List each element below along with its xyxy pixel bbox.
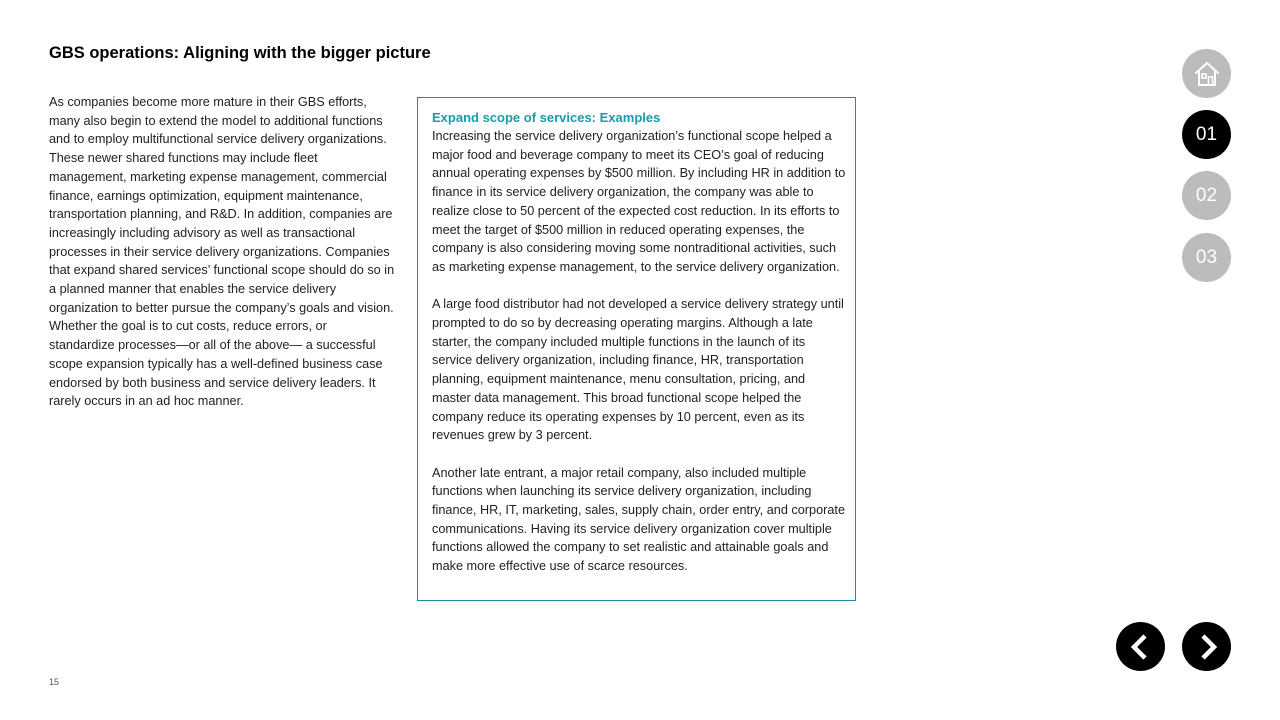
examples-box <box>417 97 856 601</box>
examples-title: Expand scope of services: Examples <box>432 110 661 125</box>
example-paragraph-2: A large food distributor had not developed a service delivery strategy until prompted to do so by decreasing operating margins. Although a late starter, the company included multiple functions in the launch of its service delivery organization, including finance, HR, transportation planning, equipment maintenance, menu consultation, pricing, and master data management. This broad functional scope helped the company reduce its operating expenses by 10 percent, even as its revenues grew by 3 percent. <box>432 297 844 443</box>
intro-paragraph: As companies become more mature in their GBS efforts, many also begin to extend the model to additional functions and to employ multifunctional service delivery organizations. These newer shared functions may include fleet management, marketing expense management, commercial finance, earnings optimization, equipment maintenance, transportation planning, and R&D. In addition, companies are increasingly including advisory as well as transactional processes in their service delivery organizations. Companies that expand shared services’ functional scope should do so in a planned manner that enables the service delivery organization to better pursue the company’s goals and vision. Whether the goal is to cut costs, reduce errors, or standardize processes—or all of the above— a successful scope expansion typically has a well-defined business case endorsed by both business and service delivery leaders. It rarely occurs in an ad hoc manner. <box>49 95 395 409</box>
page-title: GBS operations: Aligning with the bigger picture <box>49 44 431 62</box>
section-02-button[interactable]: 02 <box>1182 171 1231 220</box>
home-icon <box>1192 59 1222 89</box>
section-03-button[interactable]: 03 <box>1182 233 1231 282</box>
section-01-button[interactable]: 01 <box>1182 110 1231 159</box>
previous-page-button[interactable] <box>1116 622 1165 671</box>
home-button[interactable] <box>1182 49 1231 98</box>
example-paragraph-1: Increasing the service delivery organization’s functional scope helped a major food and beverage company to meet its CEO’s goal of reducing annual operating expenses by $500 million. By including HR in addition to finance in its service delivery organization, the company was able to realize close to 50 percent of the expected cost reduction. In its efforts to meet the target of $500 million in reduced operating expenses, the company is also considering moving some nontraditional activities, such as marketing expense management, to the service delivery organization. <box>432 129 846 274</box>
example-paragraph-3: Another late entrant, a major retail company, also included multiple functions when launching its service delivery organization, including finance, HR, IT, marketing, sales, supply chain, order entry, and corporate communications. Having its service delivery organization cover multiple functions allowed the company to set realistic and attainable goals and make more effective use of scarce resources. <box>432 465 846 574</box>
chevron-right-icon <box>1192 632 1222 662</box>
chevron-left-icon <box>1126 632 1156 662</box>
next-page-button[interactable] <box>1182 622 1231 671</box>
page-number: 15 <box>49 677 60 687</box>
